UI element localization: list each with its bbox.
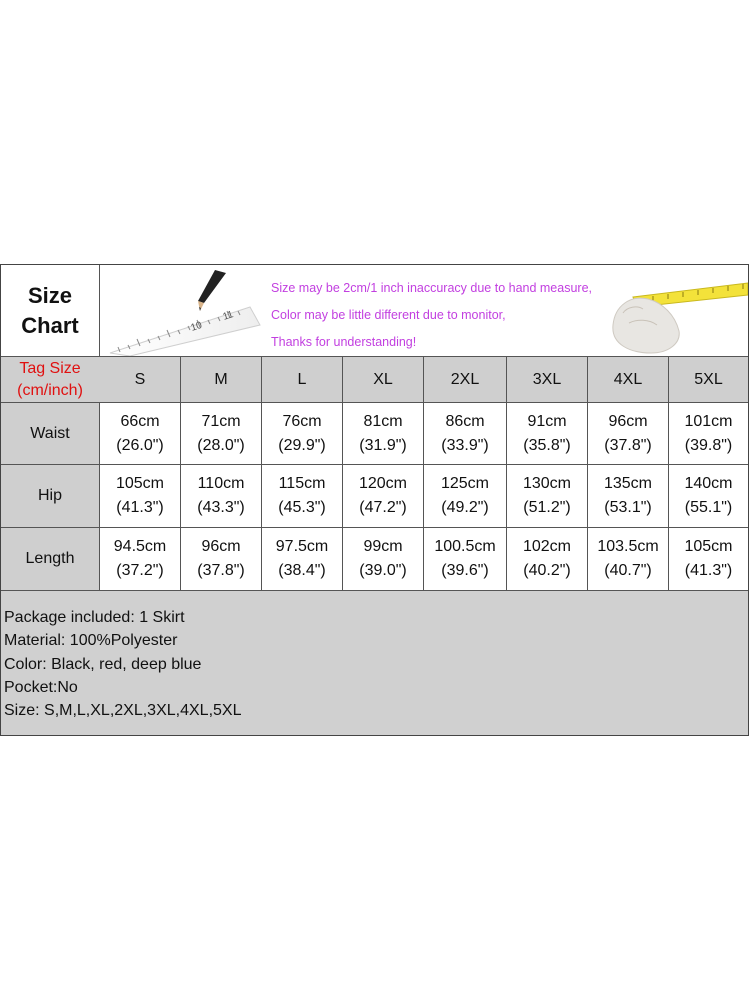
cell-cm: 96cm (201, 538, 241, 555)
table-cell (343, 403, 423, 464)
cell-cm: 120cm (358, 475, 408, 492)
measurement-banner (100, 265, 748, 356)
chart-title-line2: Chart (21, 312, 79, 338)
table-cell (100, 465, 180, 527)
divider (423, 357, 424, 590)
ruler-pencil-image (100, 265, 270, 356)
cell-inch: (38.4") (278, 562, 326, 579)
info-color: Color: Black, red, deep blue (4, 655, 202, 673)
cell-inch: (37.8") (197, 562, 245, 579)
cell-cm: 91cm (527, 412, 567, 430)
chart-title (1, 265, 99, 356)
size-header-s: S (134, 370, 146, 388)
cell-inch: (39.6") (441, 562, 489, 579)
note-line-3: Thanks for understanding! (271, 335, 417, 349)
cell-cm: 100.5cm (434, 538, 496, 555)
table-row-waist (1, 403, 748, 464)
table-cell (100, 403, 180, 464)
cell-inch: (41.3") (684, 562, 733, 579)
cell-inch: (49.2") (441, 499, 489, 516)
table-cell (669, 403, 748, 464)
cell-inch: (26.0") (116, 436, 164, 454)
table-cell (262, 465, 342, 527)
tape-measure-hand-image (593, 265, 748, 356)
cell-cm: 81cm (363, 412, 403, 430)
note-line-1: Size may be 2cm/1 inch inaccuracy due to hand measure, (271, 281, 593, 295)
size-chart (0, 264, 749, 736)
cell-cm: 86cm (445, 412, 485, 430)
cell-inch: (39.0") (359, 562, 407, 579)
divider (261, 357, 262, 590)
cell-inch: (45.3") (278, 499, 326, 516)
size-header-row (1, 357, 748, 402)
divider (180, 357, 181, 590)
cell-inch: (40.2") (523, 562, 571, 579)
cell-inch: (41.3") (116, 499, 164, 516)
table-cell (262, 403, 342, 464)
table-cell (507, 465, 587, 527)
table-row-length (1, 528, 748, 590)
info-pocket: Pocket:No (4, 678, 78, 696)
table-cell (588, 403, 668, 464)
cell-inch: (33.9") (441, 436, 489, 454)
divider (506, 357, 507, 590)
cell-cm: 130cm (522, 475, 572, 492)
cell-inch: (28.0") (197, 436, 245, 454)
table-cell (507, 403, 587, 464)
size-header-l: L (297, 370, 307, 388)
table-cell (262, 528, 342, 590)
pencil-icon (198, 270, 226, 311)
cell-inch: (37.8") (604, 436, 652, 454)
table-cell (507, 528, 587, 590)
cell-cm: 96cm (608, 412, 648, 430)
table-cell (343, 528, 423, 590)
divider (587, 357, 588, 590)
cell-cm: 125cm (440, 475, 490, 492)
size-header-5xl: 5XL (694, 370, 723, 388)
cell-inch: (39.8") (684, 436, 733, 454)
cell-cm: 101cm (684, 412, 733, 430)
table-cell (669, 528, 748, 590)
cell-cm: 76cm (282, 412, 322, 430)
cell-cm: 103.5cm (597, 538, 659, 555)
cell-inch: (51.2") (523, 499, 571, 516)
cell-inch: (53.1") (604, 499, 652, 516)
divider (342, 357, 343, 590)
cell-cm: 140cm (684, 475, 733, 492)
size-header-3xl: 3XL (532, 370, 562, 388)
table-cell (588, 465, 668, 527)
chart-title-line1: Size (27, 282, 73, 308)
tag-size-label (1, 357, 99, 402)
cell-cm: 94.5cm (113, 538, 167, 555)
table-cell (424, 528, 506, 590)
cell-cm: 66cm (120, 412, 160, 430)
cell-cm: 105cm (684, 538, 733, 555)
table-cell (424, 465, 506, 527)
info-size: Size: S,M,L,XL,2XL,3XL,4XL,5XL (4, 702, 242, 720)
table-cell (181, 465, 261, 527)
product-info (1, 591, 748, 735)
cell-inch: (37.2") (116, 562, 164, 579)
size-header-m: M (214, 370, 228, 388)
table-cell (343, 465, 423, 527)
cell-inch: (47.2") (359, 499, 407, 516)
table-cell (424, 403, 506, 464)
row-label-length: Length (1, 528, 99, 590)
cell-cm: 99cm (363, 538, 403, 555)
note-line-2: Color may be little different due to monitor, (271, 308, 506, 322)
cell-cm: 97.5cm (275, 538, 329, 555)
row-label-hip: Hip (1, 465, 99, 527)
table-row-hip (1, 465, 748, 527)
cell-cm: 115cm (278, 475, 326, 492)
tag-size-line2: (cm/inch) (17, 381, 83, 399)
table-cell (588, 528, 668, 590)
cell-inch: (55.1") (684, 499, 733, 516)
size-header-4xl: 4XL (613, 370, 643, 388)
cell-inch: (31.9") (359, 436, 407, 454)
ruler-number-10: 10 (189, 319, 204, 334)
cell-inch: (40.7") (604, 562, 652, 579)
cell-inch: (29.9") (278, 436, 326, 454)
cell-cm: 102cm (522, 538, 572, 555)
table-cell (181, 528, 261, 590)
cell-inch: (43.3") (197, 499, 245, 516)
size-header-xl: XL (373, 370, 393, 388)
divider (668, 357, 669, 590)
table-cell (181, 403, 261, 464)
info-package: Package included: 1 Skirt (4, 609, 185, 626)
tag-size-line1: Tag Size (19, 359, 81, 377)
table-cell (669, 465, 748, 527)
cell-cm: 105cm (115, 475, 165, 492)
cell-inch: (35.8") (523, 436, 571, 454)
row-label-waist: Waist (1, 403, 99, 464)
cell-cm: 71cm (201, 412, 241, 430)
ruler-number-11: 11 (221, 309, 235, 323)
cell-cm: 110cm (197, 475, 245, 492)
cell-cm: 135cm (603, 475, 653, 492)
size-header-2xl: 2XL (450, 370, 480, 388)
table-cell (100, 528, 180, 590)
info-material: Material: 100%Polyester (4, 632, 178, 650)
hand-icon (613, 298, 679, 353)
